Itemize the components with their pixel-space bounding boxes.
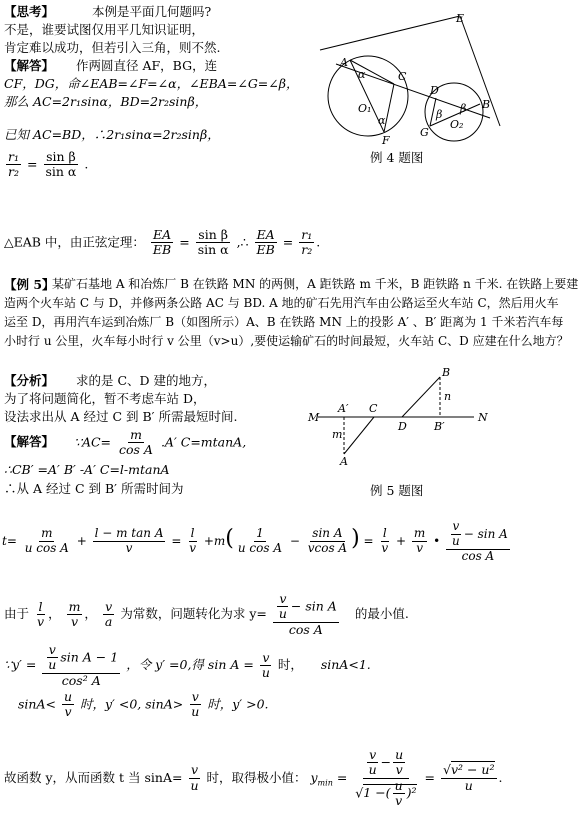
frac-v: v bbox=[125, 541, 133, 556]
frac-m: m bbox=[68, 598, 81, 614]
frac-m: m bbox=[413, 526, 426, 541]
positive-derivative-text: 时，y′ >0. bbox=[207, 696, 269, 712]
frac-l: l bbox=[190, 526, 195, 541]
figure-4-diagram bbox=[300, 8, 586, 158]
sina-less: sinA< bbox=[18, 696, 56, 712]
frac-v: v bbox=[395, 793, 403, 809]
analysis-line1: 求的是 C、D 建的地方， bbox=[76, 373, 217, 388]
road-ac bbox=[344, 417, 374, 454]
set-zero-text: ，令 y′ =0,得 sin A = bbox=[126, 657, 254, 673]
frac-ucosa: u cos A bbox=[24, 541, 69, 556]
when-text: 时， bbox=[277, 657, 303, 673]
frac-a: a bbox=[104, 614, 113, 630]
frac-v: v bbox=[64, 704, 72, 720]
think-line2: 不是，谁要试图仅用平几知识证明， bbox=[4, 22, 205, 37]
minus-sina: − sin A bbox=[290, 598, 337, 614]
label-alpha-2: α bbox=[378, 114, 386, 127]
frac-r2: r₂ bbox=[8, 164, 19, 180]
label-c: C bbox=[398, 70, 407, 83]
frac-r1: r₁ bbox=[301, 227, 313, 242]
frac-v: v bbox=[262, 649, 270, 665]
cb-equation: ∴CB′ =A′ B′ -A′ C=l-mtanA bbox=[4, 462, 170, 477]
frac-vcosa: vcos A bbox=[307, 541, 348, 556]
frac-v: v bbox=[189, 541, 196, 556]
frac-sina: sin α bbox=[45, 164, 77, 180]
label-a-prime: A′ bbox=[338, 402, 349, 415]
frac-r2: r₂ bbox=[301, 242, 313, 258]
frac-sinb: sin β bbox=[46, 149, 76, 164]
label-n-distance: n bbox=[444, 390, 452, 403]
ymin-fraction: $\frac{v}{u}$ − $\frac{u}{v}$ √1 −( $\frac{u}{v}$ )² bbox=[355, 747, 417, 809]
ac-prefix: ∵AC= bbox=[74, 434, 112, 450]
example5-line2: 造两个火车站 C 与 D，并修两条公路 AC 与 BD. A 地的矿石先用汽车由公路运至火车站 C，然后用火车 bbox=[4, 296, 559, 310]
min-value-text: 的最小值. bbox=[354, 606, 409, 622]
frac-ea: EA bbox=[256, 227, 275, 242]
label-a: A bbox=[340, 56, 348, 69]
analysis-line2: 为了将问题简化，暂不考虑车站 D， bbox=[4, 391, 206, 406]
frac-v: v bbox=[452, 519, 460, 533]
frac-eb: EB bbox=[152, 242, 172, 258]
answer1-line1: 作两圆直径 AF，BG，连 bbox=[76, 58, 218, 73]
answer1-line2: CF，DG，命∠EAB=∠F=∠α，∠EBA=∠G=∠β， bbox=[4, 76, 299, 91]
frac-u: u bbox=[395, 747, 404, 762]
chord-ac bbox=[350, 60, 394, 84]
extreme-text: 时，取得极小值： bbox=[206, 769, 307, 785]
reduction-line bbox=[4, 592, 409, 637]
negative-derivative-text: 时，y′ <0, sinA> bbox=[80, 696, 184, 712]
answer2-label: 【解答】 bbox=[4, 434, 55, 449]
min-subscript: min bbox=[317, 778, 333, 788]
label-d: D bbox=[430, 84, 439, 97]
frac-sinb: sin β bbox=[198, 227, 228, 242]
label-m-distance: m bbox=[332, 428, 343, 441]
frac-l: l bbox=[382, 526, 387, 541]
frac-v: v bbox=[369, 747, 377, 762]
frac-cosa: cos A bbox=[461, 548, 495, 563]
equals-sign: = bbox=[282, 234, 294, 250]
equals-sign: = bbox=[336, 769, 348, 785]
chord-cf bbox=[384, 84, 394, 132]
example5-line1: 某矿石基地 A 和冶炼厂 B 在铁路 MN 的两侧，A 距铁路 m 千米，B 距铁路 n 千米. 在铁路上要建 bbox=[52, 277, 579, 291]
equals-sign: = bbox=[26, 156, 38, 172]
equals-sign: = bbox=[171, 534, 182, 549]
frac-m: m bbox=[130, 427, 142, 442]
frac-sina: sin α bbox=[197, 242, 229, 258]
comma: ， bbox=[48, 606, 61, 622]
frac-u: u bbox=[452, 533, 460, 548]
sina-minus-one: sin A − 1 bbox=[60, 649, 119, 665]
analysis-label: 【分析】 bbox=[4, 373, 55, 388]
frac-u: u bbox=[368, 762, 377, 778]
frac-lmtana: l − m tan A bbox=[94, 526, 164, 541]
label-d: D bbox=[398, 420, 407, 433]
label-o1: O₁ bbox=[358, 102, 372, 115]
frac-u: u bbox=[63, 689, 73, 704]
think-line3: 肯定难以成功，但若引入三角，则不然. bbox=[4, 40, 221, 55]
y-min: y bbox=[310, 769, 318, 785]
reduction-text: 为常数，问题转化为求 y= bbox=[120, 606, 267, 622]
sine-rule-line: △EAB 中，由正弦定理： $\frac{EA}{EB}$ = $\frac{\text{sin β}}{\text{sin α}}$ ,∴ $\frac{EA}{EB}$ = $\frac{\text{r₁}}{\text{r₂}}$ . bbox=[4, 227, 321, 258]
plus-sign: + bbox=[203, 534, 214, 549]
frac-u: u bbox=[48, 657, 57, 673]
frac-v: v bbox=[279, 591, 287, 606]
frac-one: 1 bbox=[256, 526, 264, 541]
plus-sign: + bbox=[396, 534, 407, 549]
minus-sina: − sin A bbox=[463, 526, 508, 541]
figure-4-caption: 例 4 题图 bbox=[370, 150, 424, 165]
plus-sign: + bbox=[76, 534, 87, 549]
think-label: 【思考】 bbox=[4, 4, 55, 19]
equals-sign: = bbox=[179, 234, 190, 250]
frac-u: u bbox=[394, 777, 403, 793]
sine-rule-text: △EAB 中，由正弦定理： bbox=[4, 234, 145, 250]
frac-v: v bbox=[48, 642, 56, 657]
frac-cos2a: cos² A bbox=[61, 672, 101, 688]
frac-u: u bbox=[261, 665, 270, 681]
conclusion-line: 故函数 y，从而函数 t 当 sinA= $\frac{v}{u}$ 时，取得极小值： $y_{min}$ = $\frac{v}{u}$ − $\frac{u}{v}$ √1 −( $\frac{u}{v}$ )² = $\frac{\text{√v² − u²}}{u}$ . bbox=[4, 747, 503, 809]
ac-suffix: .A′ C=mtanA, bbox=[160, 434, 247, 450]
sign-analysis-line bbox=[18, 690, 269, 720]
label-a: A bbox=[340, 455, 348, 468]
figure-5-caption: 例 5 题图 bbox=[370, 483, 424, 498]
frac-ucosa: u cos A bbox=[237, 541, 282, 556]
label-beta: β bbox=[460, 102, 467, 115]
frac-l: l bbox=[38, 598, 43, 614]
think-question: 本例是平面几何题吗? bbox=[92, 4, 212, 19]
example5-label: 【例 5】 bbox=[4, 277, 55, 292]
comma: ， bbox=[84, 606, 97, 622]
label-c: C bbox=[369, 402, 378, 415]
label-beta-2: β bbox=[436, 108, 443, 121]
frac-m: m bbox=[41, 526, 53, 541]
ratio-equation: $\frac{\text{r₁}}{\text{r₂}}$ = $\frac{\text{sin β}}{\text{sin α}}$ . bbox=[8, 149, 89, 180]
frac-v: v bbox=[105, 598, 113, 614]
frac-v: v bbox=[381, 541, 389, 556]
frac-v: v bbox=[191, 689, 199, 704]
time-formula: t= $\frac{m}{\text{u cos A}}$ + $\frac{\text{l − m tan A}}{v}$ = $\frac{l}{v}$ +m( $\frac{1}{\text{u cos A}}$ − $\frac{\text{sin A}}{\text{vcos A}}$ ) = $\frac{l}{v}$ + $\frac{m}{v}$ • $\frac{v}{u}$ − sin A cos A bbox=[2, 519, 508, 563]
line-ae bbox=[320, 16, 460, 50]
frac-u: u bbox=[464, 777, 473, 793]
example5-line3: 运至 D，再用汽车运到冶炼厂 B（如图所示）A、B 在铁路 MN 上的投影 A′ 、B′ 距离为 1 千米若汽车每 bbox=[4, 315, 564, 329]
frac-u: u bbox=[190, 777, 199, 793]
sina-less-one: sinA<1. bbox=[320, 657, 371, 673]
frac-u: u bbox=[278, 606, 287, 622]
frac-cosa: cos A bbox=[119, 442, 153, 458]
frac-v: v bbox=[70, 614, 79, 630]
label-m: M bbox=[308, 411, 320, 424]
frac-cosa: cos A bbox=[288, 621, 323, 637]
derivative-prefix: ∵y′ = bbox=[4, 657, 37, 673]
frac-v: v bbox=[395, 762, 403, 778]
road-db bbox=[402, 377, 440, 417]
conclusion-text: 故函数 y，从而函数 t 当 sinA= bbox=[4, 769, 183, 785]
label-b-prime: B′ bbox=[434, 420, 445, 433]
derivative-line bbox=[4, 643, 371, 688]
frac-v: v bbox=[37, 614, 45, 630]
label-f: F bbox=[382, 134, 390, 147]
sqrt-one-minus: 1 − bbox=[363, 785, 386, 801]
label-b: B bbox=[442, 366, 451, 379]
therefore-sign: ∴ bbox=[240, 234, 249, 250]
answer1-line4: 已知 AC=BD，∴2r₁sinα=2r₂sinβ， bbox=[4, 127, 220, 142]
frac-eb: EB bbox=[256, 242, 275, 258]
equals-sign: = bbox=[424, 769, 435, 785]
label-n: N bbox=[478, 411, 488, 424]
label-o2: O₂ bbox=[450, 118, 464, 131]
frac-ea: EA bbox=[153, 227, 172, 242]
frac-r1: r₁ bbox=[8, 149, 19, 164]
sqrt-v2-minus-u2: v² − u² bbox=[450, 762, 495, 778]
analysis-line3: 设法求出从 A 经过 C 到 B′ 所需最短时间. bbox=[4, 409, 238, 424]
frac-v: v bbox=[190, 762, 198, 778]
example5-line4: 小时行 u 公里，火车每小时行 v 公里（v>u）,要使运输矿石的时间最短，火车站 C、D 应建在什么地方？ bbox=[4, 334, 569, 348]
frac-sina: sin A bbox=[312, 526, 343, 541]
answer1-label: 【解答】 bbox=[4, 58, 55, 73]
label-alpha: α bbox=[358, 68, 366, 81]
frac-v: v bbox=[416, 541, 423, 556]
label-e: E bbox=[456, 12, 465, 25]
figure-5-diagram bbox=[306, 364, 506, 468]
dot-operator: • bbox=[433, 534, 441, 549]
label-g: G bbox=[420, 126, 429, 139]
equals-sign: = bbox=[363, 534, 374, 549]
since-text: 由于 bbox=[4, 606, 30, 622]
time-statement: ∴从 A 经过 C 到 B′ 所需时间为 bbox=[4, 481, 184, 496]
t-equals: t= bbox=[2, 534, 17, 549]
frac-u: u bbox=[191, 704, 200, 720]
answer1-line3: 那么 AC=2r₁sinα，BD=2r₂sinβ， bbox=[4, 94, 208, 109]
ac-equation bbox=[74, 428, 246, 458]
factor-m: m bbox=[213, 534, 226, 549]
label-b: B bbox=[482, 98, 491, 111]
